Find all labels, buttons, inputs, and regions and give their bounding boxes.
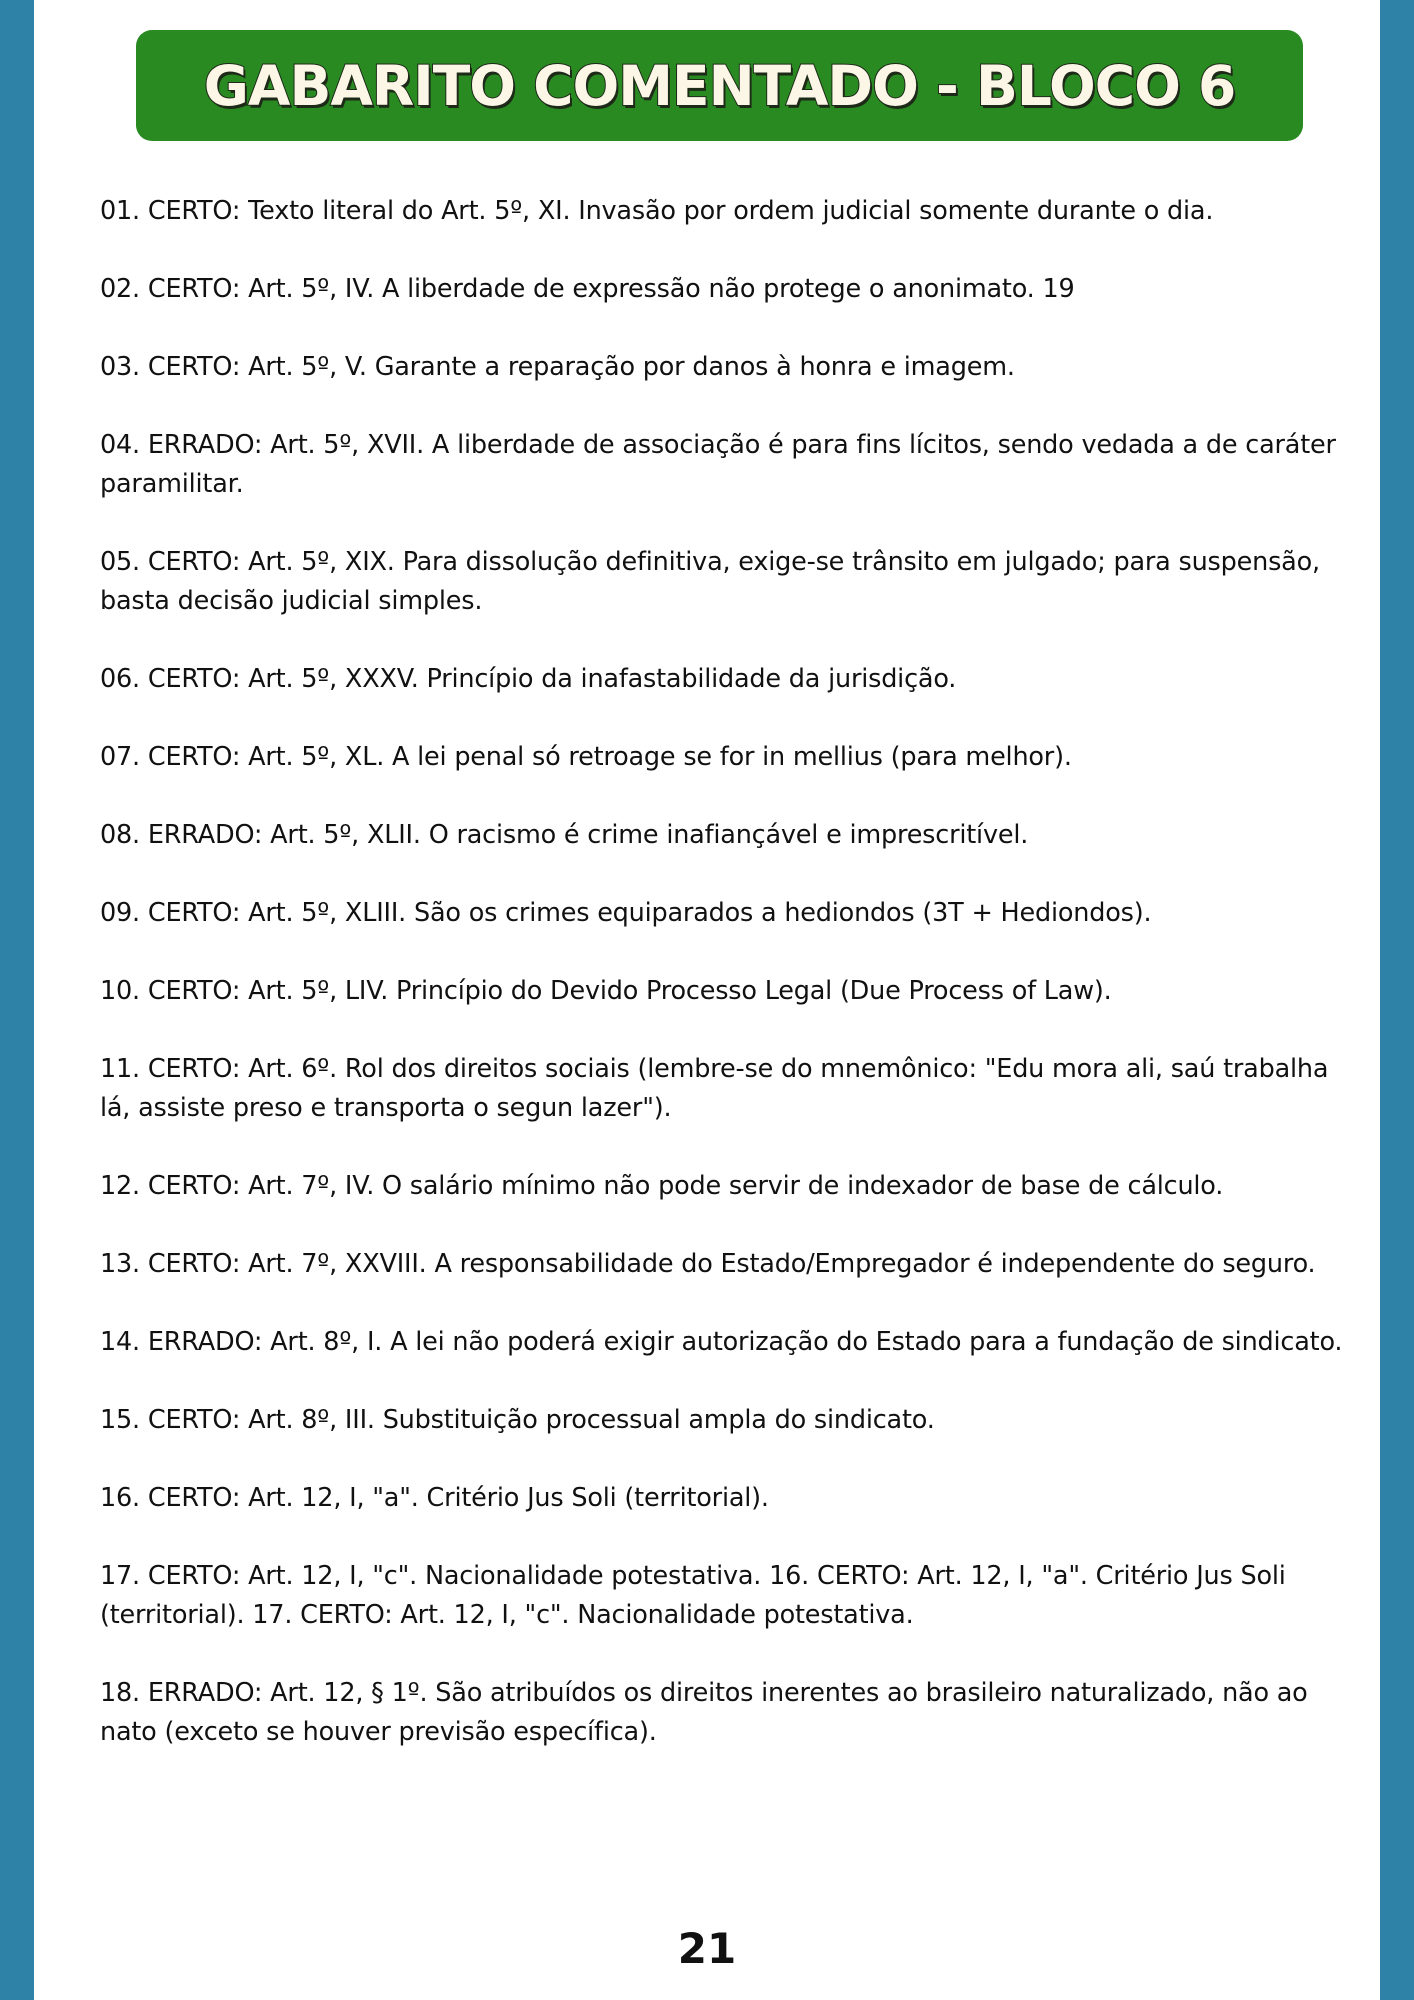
- answer-item: 15. CERTO: Art. 8º, III. Substituição processual ampla do sindicato.: [100, 1405, 935, 1435]
- answer-item: 10. CERTO: Art. 5º, LIV. Princípio do Devido Processo Legal (Due Process of Law).: [100, 976, 1112, 1006]
- answer-item: 09. CERTO: Art. 5º, XLIII. São os crimes equiparados a hediondos (3T + Hediondos).: [100, 898, 1152, 928]
- answer-list: [100, 192, 1350, 1791]
- page-title: GABARITO COMENTADO - BLOCO 6: [203, 53, 1236, 118]
- answer-item: 17. CERTO: Art. 12, I, "c". Nacionalidade potestativa. 16. CERTO: Art. 12, I, "a". Critério Jus Soli (territorial). 17. CERTO: Art. 12, I, "c". Nacionalidade potestativa.: [100, 1561, 1286, 1630]
- answer-item: 16. CERTO: Art. 12, I, "a". Critério Jus Soli (territorial).: [100, 1483, 769, 1513]
- answer-item: 03. CERTO: Art. 5º, V. Garante a reparação por danos à honra e imagem.: [100, 352, 1015, 382]
- answer-item: 14. ERRADO: Art. 8º, I. A lei não poderá exigir autorização do Estado para a fundação de sindicato.: [100, 1327, 1343, 1357]
- page-number: 21: [677, 1924, 737, 1973]
- answer-item: 18. ERRADO: Art. 12, § 1º. São atribuídos os direitos inerentes ao brasileiro naturalizado, não ao nato (exceto se houver previsão específica).: [100, 1678, 1308, 1747]
- answer-item: 06. CERTO: Art. 5º, XXXV. Princípio da inafastabilidade da jurisdição.: [100, 664, 957, 694]
- answer-item: 01. CERTO: Texto literal do Art. 5º, XI. Invasão por ordem judicial somente durante o dia.: [100, 196, 1214, 226]
- title-banner: [136, 30, 1303, 141]
- answer-item: 02. CERTO: Art. 5º, IV. A liberdade de expressão não protege o anonimato. 19: [100, 274, 1075, 304]
- document-page: [34, 0, 1380, 2000]
- answer-item: 12. CERTO: Art. 7º, IV. O salário mínimo não pode servir de indexador de base de cálculo.: [100, 1171, 1224, 1201]
- answer-item: 07. CERTO: Art. 5º, XL. A lei penal só retroage se for in mellius (para melhor).: [100, 742, 1072, 772]
- answer-item: 11. CERTO: Art. 6º. Rol dos direitos sociais (lembre-se do mnemônico: "Edu mora ali, saú trabalha lá, assiste preso e transporta o segun lazer").: [100, 1054, 1329, 1123]
- answer-item: 05. CERTO: Art. 5º, XIX. Para dissolução definitiva, exige-se trânsito em julgado; para suspensão, basta decisão judicial simples.: [100, 547, 1320, 616]
- answer-item: 08. ERRADO: Art. 5º, XLII. O racismo é crime inafiançável e imprescritível.: [100, 820, 1029, 850]
- answer-item: 04. ERRADO: Art. 5º, XVII. A liberdade de associação é para fins lícitos, sendo vedada a de caráter paramilitar.: [100, 430, 1336, 499]
- answer-item: 13. CERTO: Art. 7º, XXVIII. A responsabilidade do Estado/Empregador é independente do seguro.: [100, 1249, 1316, 1279]
